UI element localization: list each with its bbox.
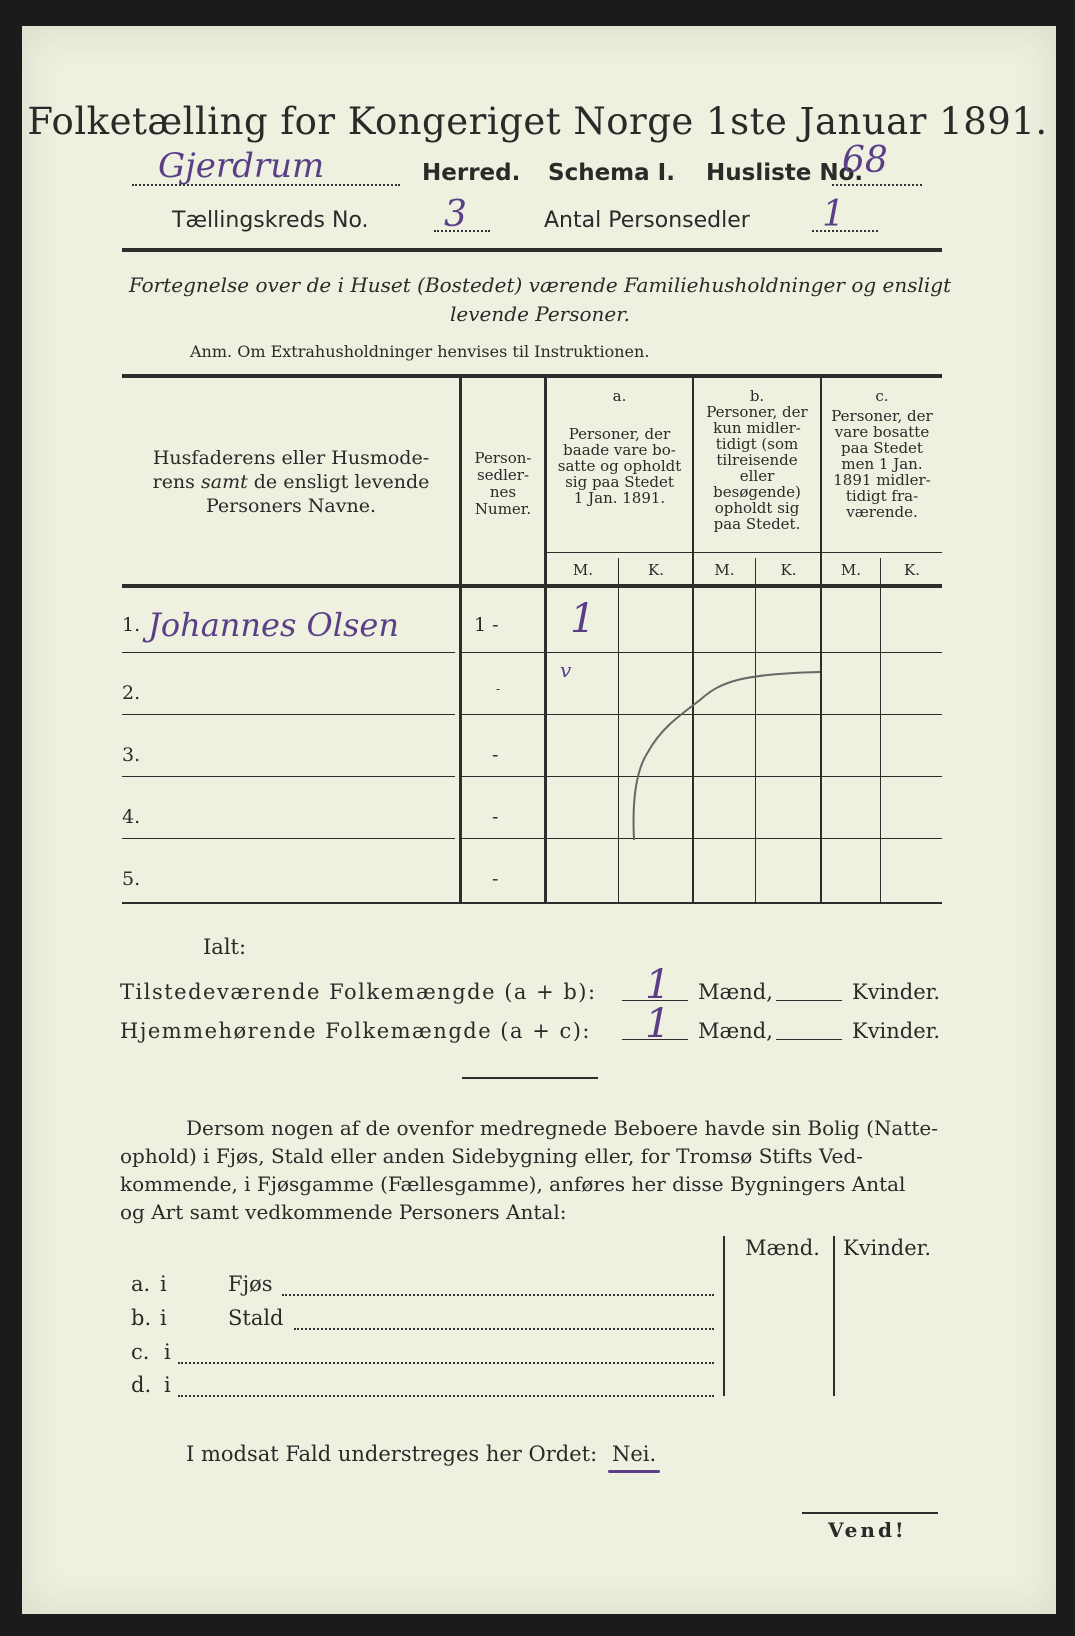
- building-item-dots: [282, 1294, 714, 1296]
- kreds-label: Tællingskreds No.: [172, 208, 369, 233]
- row-number: 2.: [122, 682, 141, 704]
- table-top-rule: [122, 374, 942, 378]
- building-item-i: i: [164, 1340, 171, 1364]
- row-check-mark: v: [560, 658, 572, 682]
- vend-label: Vend!: [828, 1518, 907, 1542]
- col-a-header: [547, 388, 692, 506]
- kreds-value: 3: [444, 194, 467, 235]
- intro-line1: Fortegnelse over de i Huset (Bostedet) værende Familiehusholdninger og ensligt: [128, 273, 952, 297]
- col-c-l4: men 1 Jan.: [841, 455, 923, 473]
- census-form-page: [22, 26, 1056, 1614]
- building-item-i: i: [160, 1306, 167, 1330]
- buildings-col-rule: [833, 1236, 835, 1396]
- hjemme-maend: Mænd,: [698, 1019, 773, 1043]
- buildings-maend-header: Mænd.: [745, 1236, 820, 1260]
- col-name-header-line3: Personers Navne.: [205, 495, 376, 517]
- hjemme-label: Hjemmehørende Folkemængde (a + c):: [120, 1019, 591, 1043]
- building-item-dots: [178, 1395, 714, 1397]
- buildings-para-l1: Dersom nogen af de ovenfor medregnede Beboere havde sin Bolig (Natte-: [186, 1116, 939, 1140]
- row-rule: [122, 838, 455, 839]
- herred-line: [132, 140, 932, 190]
- row-sedler-number: -: [492, 744, 499, 766]
- antal-dotted-line: [812, 230, 878, 232]
- row-rule: [122, 776, 455, 777]
- hjemme-m-value: 1: [645, 1001, 671, 1047]
- col-a-mk-divider: [618, 558, 619, 902]
- building-item-dots: [294, 1328, 714, 1330]
- col-name-samt: samt: [200, 471, 248, 493]
- husliste-label: Husliste No.: [706, 160, 864, 186]
- tilstede-k-line: [776, 1000, 842, 1001]
- col-a-l3: satte og opholdt: [557, 457, 682, 475]
- col-a-l1: Personer, der: [568, 425, 671, 443]
- col-b-l8: paa Stedet.: [713, 515, 801, 533]
- vend-rule: [802, 1512, 938, 1514]
- col-num-header-l3: nes: [489, 483, 517, 501]
- col-name-header: [126, 446, 456, 518]
- col-b-l2: kun midler-: [713, 419, 801, 437]
- buildings-paragraph: [120, 1114, 942, 1226]
- herred-label: Herred.: [422, 160, 521, 186]
- col-b-l6: besøgende): [713, 483, 801, 501]
- col-name-header-line2: [126, 470, 456, 494]
- nei-word: Nei.: [612, 1442, 657, 1466]
- building-item-letter: d.: [131, 1373, 152, 1397]
- col-num-header-l2: sedler-: [476, 466, 530, 484]
- col-b-header: [694, 388, 820, 532]
- antal-label: Antal Personsedler: [544, 208, 750, 233]
- buildings-kvinder-header: Kvinder.: [843, 1236, 932, 1260]
- col-c-l5: 1891 midler-: [833, 471, 931, 489]
- anm-note: Anm. Om Extrahusholdninger henvises til Instruktionen.: [190, 342, 650, 361]
- tilstede-kvinder: Kvinder.: [852, 980, 941, 1004]
- row-sedler-number: 1 -: [474, 614, 499, 636]
- husliste-value: 68: [842, 140, 888, 181]
- col-c-l6: tidigt fra-: [845, 487, 919, 505]
- form-title: Folketælling for Kongeriget Norge 1ste Januar 1891.: [27, 100, 1048, 143]
- col-num-header-l1: Person-: [474, 449, 532, 467]
- col-num-header: [462, 450, 544, 518]
- row-rule: [122, 652, 455, 653]
- building-item-i: i: [164, 1373, 171, 1397]
- building-item-i: i: [160, 1272, 167, 1296]
- col-c-letter: c.: [875, 387, 889, 405]
- tilstede-maend: Mænd,: [698, 980, 773, 1004]
- col-b-l4: tilreisende: [716, 451, 798, 469]
- schema-label: Schema I.: [548, 160, 675, 186]
- col-b-l3: tidigt (som: [715, 435, 799, 453]
- col-b-letter: b.: [749, 387, 765, 405]
- col-a-l4: sig paa Stedet: [565, 473, 674, 491]
- antal-value: 1: [822, 194, 845, 235]
- row-number: 5.: [122, 868, 141, 890]
- hjemme-kvinder: Kvinder.: [852, 1019, 941, 1043]
- header-divider: [122, 248, 942, 252]
- building-item-letter: a.: [131, 1272, 151, 1296]
- buildings-para-l3: kommende, i Fjøsgamme (Fællesgamme), anføres her disse Bygningers Antal: [120, 1172, 906, 1196]
- col-c-header: [822, 388, 942, 520]
- row-sedler-number: -: [492, 868, 499, 890]
- nei-underline: [608, 1470, 660, 1473]
- col-c-m-label: M.: [840, 561, 862, 579]
- row-number: 4.: [122, 806, 141, 828]
- col-name-ensligt: de ensligt levende: [253, 471, 430, 493]
- row-number: 1.: [122, 614, 141, 636]
- col-b-k-label: K.: [780, 561, 797, 579]
- kreds-dotted-line: [434, 230, 490, 232]
- ialt-label: Ialt:: [203, 935, 247, 959]
- buildings-para-l4: og Art samt vedkommende Personers Antal:: [120, 1200, 567, 1224]
- table-bottom-rule: [122, 902, 942, 904]
- hjemme-k-line: [776, 1039, 842, 1040]
- tilstede-m-value: 1: [645, 962, 671, 1008]
- row-rule: [122, 714, 455, 715]
- col-c-l3: paa Stedet: [841, 439, 923, 457]
- col-name-rens: rens: [152, 471, 195, 493]
- herred-value: Gjerdrum: [158, 146, 325, 186]
- col-num-header-l4: Numer.: [474, 500, 532, 518]
- intro-line2: levende Personer.: [450, 302, 630, 326]
- col-c-mk-divider: [880, 558, 881, 902]
- building-item-letter: c.: [131, 1340, 150, 1364]
- col-b-l7: opholdt sig: [714, 499, 800, 517]
- col-c-l7: værende.: [846, 503, 918, 521]
- mk-rule: [546, 552, 942, 553]
- row-sedler-number: -: [492, 806, 499, 828]
- modsat-text: I modsat Fald understreges her Ordet:: [186, 1442, 598, 1466]
- row-number: 3.: [122, 744, 141, 766]
- col-a-k-label: K.: [648, 561, 664, 579]
- building-item-dots: [178, 1362, 714, 1364]
- row-name: Johannes Olsen: [148, 606, 399, 644]
- short-divider: [462, 1077, 598, 1079]
- col-a-letter: a.: [612, 387, 627, 405]
- row-sedler-number: -: [496, 682, 501, 696]
- col-c-l1: Personer, der: [831, 407, 933, 425]
- col-a-l5: 1 Jan. 1891.: [573, 489, 666, 507]
- tilstede-label: Tilstedeværende Folkemængde (a + b):: [120, 980, 597, 1004]
- col-name-header-line1: Husfaderens eller Husmode-: [152, 447, 430, 469]
- col-a-l2: baade vare bo-: [563, 441, 676, 459]
- building-item-label: Fjøs: [228, 1272, 273, 1296]
- table-header-rule: [122, 584, 942, 588]
- pencil-stroke-mark: [620, 660, 820, 850]
- kreds-line: [172, 194, 932, 240]
- col-c-k-label: K.: [904, 561, 920, 579]
- husliste-dotted-line: [832, 184, 922, 186]
- building-item-label: Stald: [228, 1306, 284, 1330]
- building-item-letter: b.: [131, 1306, 152, 1330]
- buildings-para-l2: ophold) i Fjøs, Stald eller anden Sidebygning eller, for Tromsø Stifts Ved-: [120, 1144, 863, 1168]
- row-rule: [462, 652, 942, 653]
- row-col-a-m: 1: [570, 596, 596, 642]
- col-a-m-label: M.: [572, 561, 594, 579]
- col-c-l2: vare bosatte: [834, 423, 930, 441]
- col-b-l1: Personer, der: [706, 403, 808, 421]
- col-b-m-label: M.: [714, 561, 735, 579]
- buildings-col-rule: [723, 1236, 725, 1396]
- col-b-l5: eller: [739, 467, 775, 485]
